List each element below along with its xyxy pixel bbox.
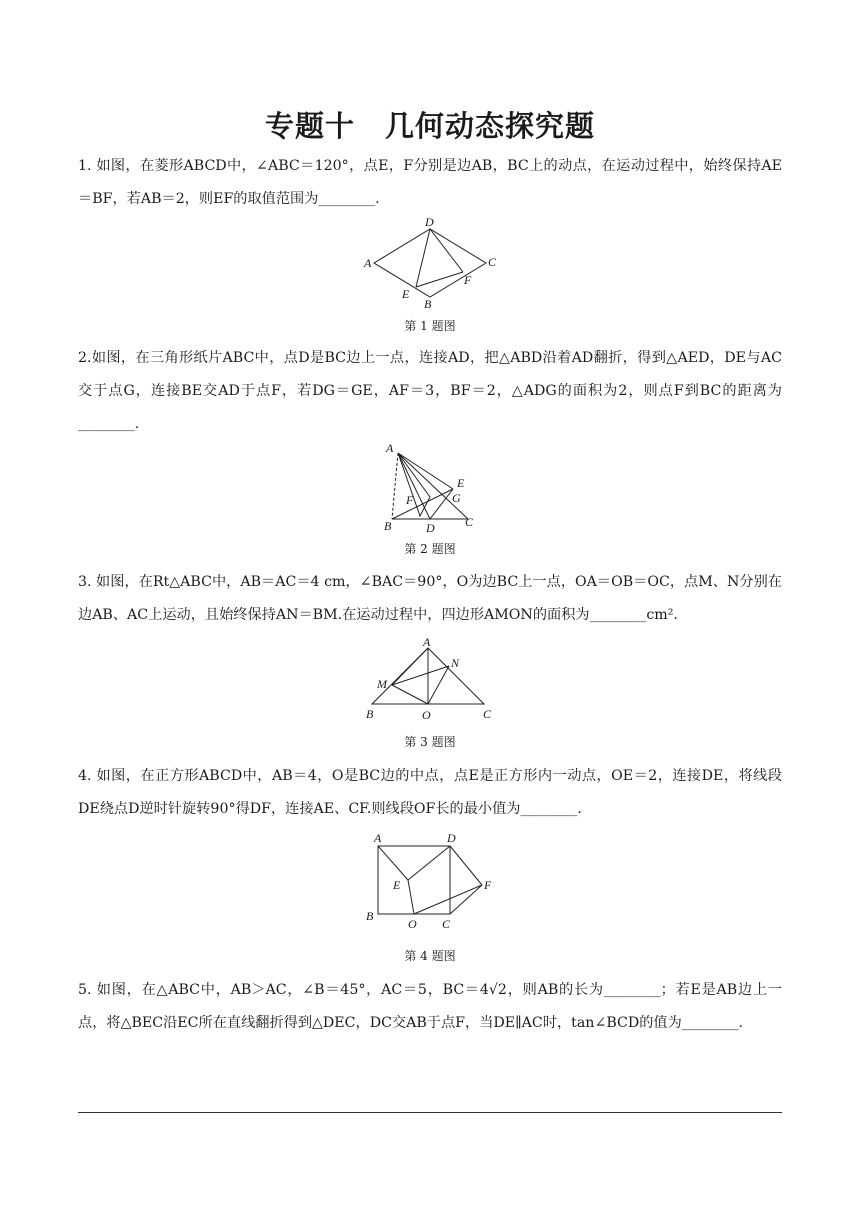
question-5-text: 5. 如图，在△ABC中，AB＞AC，∠B＝45°，AC＝5，BC＝4√2，则AB的长为________；若E是AB边上一点，将△BEC沿EC所在直线翻折得到△DEC，DC交AB于点F，当DE∥AC时，tan∠BCD的值为________. bbox=[78, 982, 782, 1031]
figure-4-caption: 第 4 题图 bbox=[404, 949, 456, 963]
figure-4-square bbox=[362, 828, 502, 942]
footer-divider bbox=[78, 1112, 782, 1113]
figure-3-right-triangle bbox=[362, 636, 498, 728]
label-F: F bbox=[406, 493, 414, 507]
label-B: B bbox=[366, 707, 374, 721]
figure-3-caption: 第 3 题图 bbox=[404, 735, 456, 749]
question-2-text: 2.如图，在三角形纸片ABC中，点D是BC边上一点，连接AD，把△ABD沿着AD翻折，得到△AED，DE与AC交于点G，连接BE交AD于点F，若DG＝GE，AF＝3，BF＝2，△ADG的面积为2，则点F到BC的距离为________. bbox=[78, 350, 782, 432]
label-A: A bbox=[374, 831, 382, 845]
label-C: C bbox=[465, 515, 474, 529]
label-O: O bbox=[422, 708, 431, 722]
label-D: D bbox=[447, 831, 456, 845]
label-D: D bbox=[425, 215, 434, 229]
label-M: M bbox=[377, 677, 387, 691]
question-3-text: 3. 如图，在Rt△ABC中，AB＝AC＝4 cm，∠BAC＝90°，O为边BC上一点，OA＝OB＝OC，点M、N分别在边AB、AC上运动，且始终保持AN＝BM.在运动过程中，四边形AMON的面积为________cm². bbox=[78, 574, 782, 623]
label-E: E bbox=[393, 878, 401, 892]
question-1-text: 1. 如图，在菱形ABCD中，∠ABC＝120°，点E，F分别是边AB，BC上的动点，在运动过程中，始终保持AE＝BF，若AB＝2，则EF的取值范围为________. bbox=[78, 158, 782, 207]
label-N: N bbox=[451, 656, 460, 670]
label-A: A bbox=[423, 636, 431, 649]
label-F: F bbox=[464, 273, 472, 287]
label-A: A bbox=[386, 441, 394, 455]
label-F: F bbox=[484, 878, 492, 892]
label-B: B bbox=[424, 297, 432, 310]
label-C: C bbox=[483, 707, 492, 721]
label-B: B bbox=[366, 909, 374, 923]
figure-2-triangle bbox=[378, 440, 482, 540]
question-4-text: 4. 如图，在正方形ABCD中，AB＝4，O是BC边的中点，点E是正方形内一动点，OE＝2，连接DE，将线段DE绕点D逆时针旋转90°得DF，连接AE、CF.则线段OF长的最小值为________. bbox=[78, 768, 782, 817]
label-C: C bbox=[488, 255, 497, 269]
figure-2-caption: 第 2 题图 bbox=[404, 542, 456, 556]
label-E: E bbox=[457, 476, 465, 490]
label-D: D bbox=[426, 521, 435, 535]
label-C: C bbox=[442, 917, 451, 931]
figure-1-rhombus bbox=[360, 214, 500, 314]
label-B: B bbox=[384, 519, 392, 533]
label-G: G bbox=[452, 491, 461, 505]
figure-1-caption: 第 1 题图 bbox=[404, 319, 456, 333]
label-A: A bbox=[364, 256, 372, 270]
page-title: 专题十 几何动态探究题 bbox=[264, 109, 595, 143]
label-O: O bbox=[408, 917, 417, 931]
label-E: E bbox=[402, 287, 410, 301]
